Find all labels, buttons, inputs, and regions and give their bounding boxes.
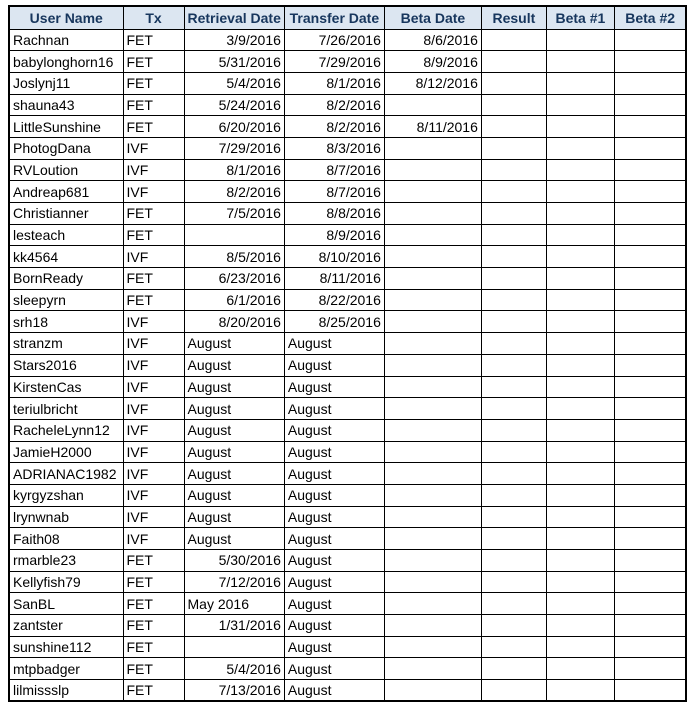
cell-transfer[interactable]: August [284,658,384,680]
cell-beta_date[interactable]: 8/12/2016 [384,72,481,94]
cell-beta2[interactable] [614,181,686,203]
cell-beta1[interactable] [546,658,614,680]
cell-transfer[interactable]: August [284,680,384,702]
cell-beta_date[interactable] [384,506,481,528]
cell-username[interactable]: shauna43 [9,94,123,116]
cell-tx[interactable]: IVF [123,419,184,441]
cell-result[interactable] [481,354,546,376]
cell-username[interactable]: mtpbadger [9,658,123,680]
cell-result[interactable] [481,463,546,485]
cell-username[interactable]: KirstenCas [9,376,123,398]
cell-transfer[interactable]: August [284,463,384,485]
cell-username[interactable]: PhotogDana [9,137,123,159]
cell-retrieval[interactable]: 7/13/2016 [184,680,284,702]
cell-tx[interactable]: IVF [123,398,184,420]
cell-beta2[interactable] [614,658,686,680]
table-row [9,528,686,550]
cell-beta_date[interactable] [384,550,481,572]
cell-username[interactable]: Kellyfish79 [9,571,123,593]
cell-beta_date[interactable] [384,398,481,420]
cell-result[interactable] [481,181,546,203]
column-header-retrieval[interactable]: Retrieval Date [184,6,284,29]
cell-beta2[interactable] [614,615,686,637]
cell-result[interactable] [481,571,546,593]
cell-beta2[interactable] [614,72,686,94]
cell-username[interactable]: kk4564 [9,246,123,268]
cell-username[interactable]: LittleSunshine [9,116,123,138]
cell-tx[interactable]: IVF [123,376,184,398]
cell-tx[interactable]: IVF [123,463,184,485]
cell-beta1[interactable] [546,224,614,246]
table-row [9,51,686,73]
cell-retrieval[interactable]: 5/31/2016 [184,51,284,73]
cell-beta2[interactable] [614,571,686,593]
cell-beta_date[interactable] [384,224,481,246]
table-row [9,289,686,311]
table-row [9,311,686,333]
cell-beta_date[interactable] [384,376,481,398]
cell-result[interactable] [481,159,546,181]
cell-transfer[interactable]: 8/1/2016 [284,72,384,94]
cell-transfer[interactable]: 8/7/2016 [284,181,384,203]
cell-beta2[interactable] [614,94,686,116]
cell-username[interactable]: Stars2016 [9,354,123,376]
column-header-beta1[interactable]: Beta #1 [546,6,614,29]
column-header-beta2[interactable]: Beta #2 [614,6,686,29]
table-row [9,680,686,702]
cell-result[interactable] [481,224,546,246]
cell-retrieval[interactable]: 7/5/2016 [184,203,284,225]
cell-result[interactable] [481,615,546,637]
cell-retrieval[interactable]: 3/9/2016 [184,29,284,51]
cell-beta1[interactable] [546,593,614,615]
cell-beta2[interactable] [614,159,686,181]
cell-retrieval[interactable]: August [184,506,284,528]
cell-tx[interactable]: FET [123,268,184,290]
cell-beta1[interactable] [546,159,614,181]
cell-beta2[interactable] [614,528,686,550]
cell-transfer[interactable]: 8/11/2016 [284,268,384,290]
cell-retrieval[interactable]: 8/2/2016 [184,181,284,203]
cell-retrieval[interactable]: 5/24/2016 [184,94,284,116]
cell-result[interactable] [481,51,546,73]
cell-beta_date[interactable] [384,658,481,680]
table-row [9,463,686,485]
column-header-username[interactable]: User Name [9,6,123,29]
tracker-table [8,5,687,702]
cell-username[interactable]: Joslynj11 [9,72,123,94]
cell-retrieval[interactable]: August [184,376,284,398]
cell-transfer[interactable]: 8/8/2016 [284,203,384,225]
cell-result[interactable] [481,268,546,290]
cell-beta_date[interactable]: 8/6/2016 [384,29,481,51]
cell-retrieval[interactable]: 6/23/2016 [184,268,284,290]
cell-beta2[interactable] [614,680,686,702]
cell-beta2[interactable] [614,593,686,615]
cell-transfer[interactable]: 8/9/2016 [284,224,384,246]
cell-result[interactable] [481,484,546,506]
cell-result[interactable] [481,203,546,225]
cell-result[interactable] [481,680,546,702]
cell-beta_date[interactable]: 8/9/2016 [384,51,481,73]
cell-beta2[interactable] [614,636,686,658]
cell-username[interactable]: Andreap681 [9,181,123,203]
cell-beta2[interactable] [614,289,686,311]
cell-beta_date[interactable] [384,333,481,355]
cell-beta_date[interactable] [384,680,481,702]
cell-retrieval[interactable]: May 2016 [184,593,284,615]
cell-beta_date[interactable] [384,528,481,550]
cell-result[interactable] [481,246,546,268]
cell-tx[interactable]: FET [123,224,184,246]
cell-username[interactable]: sleepyrn [9,289,123,311]
cell-username[interactable]: teriulbricht [9,398,123,420]
cell-beta1[interactable] [546,484,614,506]
cell-beta1[interactable] [546,376,614,398]
cell-retrieval[interactable]: 6/1/2016 [184,289,284,311]
cell-beta2[interactable] [614,550,686,572]
cell-beta1[interactable] [546,528,614,550]
cell-beta_date[interactable] [384,441,481,463]
cell-username[interactable]: srh18 [9,311,123,333]
cell-transfer[interactable]: August [284,441,384,463]
cell-transfer[interactable]: 8/3/2016 [284,137,384,159]
cell-beta1[interactable] [546,333,614,355]
cell-beta2[interactable] [614,224,686,246]
cell-transfer[interactable]: 8/25/2016 [284,311,384,333]
cell-retrieval[interactable]: 7/29/2016 [184,137,284,159]
cell-retrieval[interactable]: 5/4/2016 [184,72,284,94]
cell-beta_date[interactable] [384,159,481,181]
cell-beta1[interactable] [546,550,614,572]
cell-result[interactable] [481,289,546,311]
column-header-beta_date[interactable]: Beta Date [384,6,481,29]
cell-username[interactable]: sunshine112 [9,636,123,658]
cell-beta2[interactable] [614,441,686,463]
cell-beta1[interactable] [546,72,614,94]
cell-result[interactable] [481,593,546,615]
cell-transfer[interactable]: August [284,550,384,572]
cell-beta1[interactable] [546,268,614,290]
cell-beta1[interactable] [546,419,614,441]
cell-beta1[interactable] [546,203,614,225]
header-row [9,6,686,29]
cell-result[interactable] [481,550,546,572]
cell-transfer[interactable]: 8/2/2016 [284,94,384,116]
cell-transfer[interactable]: 8/10/2016 [284,246,384,268]
table-row [9,615,686,637]
cell-tx[interactable]: FET [123,615,184,637]
cell-beta_date[interactable] [384,137,481,159]
cell-result[interactable] [481,29,546,51]
cell-username[interactable]: kyrgyzshan [9,484,123,506]
cell-tx[interactable]: IVF [123,137,184,159]
cell-beta1[interactable] [546,94,614,116]
cell-beta2[interactable] [614,137,686,159]
cell-beta1[interactable] [546,311,614,333]
cell-username[interactable]: Christianner [9,203,123,225]
table-row [9,181,686,203]
cell-username[interactable]: RVLoution [9,159,123,181]
cell-transfer[interactable]: August [284,333,384,355]
cell-retrieval[interactable]: August [184,419,284,441]
cell-tx[interactable]: FET [123,550,184,572]
cell-retrieval[interactable]: 8/20/2016 [184,311,284,333]
table-row [9,441,686,463]
cell-tx[interactable]: FET [123,680,184,702]
cell-beta2[interactable] [614,311,686,333]
cell-tx[interactable]: FET [123,29,184,51]
cell-beta_date[interactable]: 8/11/2016 [384,116,481,138]
cell-beta1[interactable] [546,636,614,658]
table-row [9,72,686,94]
cell-tx[interactable]: IVF [123,333,184,355]
cell-username[interactable]: Faith08 [9,528,123,550]
cell-retrieval[interactable]: 5/4/2016 [184,658,284,680]
cell-beta_date[interactable] [384,181,481,203]
cell-transfer[interactable]: August [284,398,384,420]
cell-result[interactable] [481,528,546,550]
cell-retrieval[interactable]: 8/1/2016 [184,159,284,181]
table-row [9,116,686,138]
cell-tx[interactable]: FET [123,51,184,73]
cell-tx[interactable]: IVF [123,528,184,550]
cell-result[interactable] [481,94,546,116]
cell-retrieval[interactable]: 8/5/2016 [184,246,284,268]
cell-retrieval[interactable]: August [184,463,284,485]
cell-beta1[interactable] [546,137,614,159]
cell-beta_date[interactable] [384,419,481,441]
cell-tx[interactable]: FET [123,593,184,615]
cell-beta_date[interactable] [384,484,481,506]
table-row [9,224,686,246]
cell-tx[interactable]: FET [123,116,184,138]
cell-tx[interactable]: FET [123,571,184,593]
cell-result[interactable] [481,506,546,528]
cell-transfer[interactable]: August [284,506,384,528]
cell-tx[interactable]: IVF [123,246,184,268]
cell-beta1[interactable] [546,29,614,51]
cell-tx[interactable]: FET [123,636,184,658]
table-header [9,6,686,29]
cell-transfer[interactable]: August [284,615,384,637]
cell-result[interactable] [481,398,546,420]
cell-beta2[interactable] [614,203,686,225]
cell-result[interactable] [481,636,546,658]
cell-beta2[interactable] [614,419,686,441]
cell-tx[interactable]: FET [123,72,184,94]
cell-transfer[interactable]: August [284,571,384,593]
cell-tx[interactable]: IVF [123,484,184,506]
cell-beta1[interactable] [546,246,614,268]
table-row [9,137,686,159]
cell-tx[interactable]: IVF [123,506,184,528]
cell-beta1[interactable] [546,463,614,485]
cell-tx[interactable]: FET [123,658,184,680]
column-header-result[interactable]: Result [481,6,546,29]
cell-beta_date[interactable] [384,593,481,615]
cell-beta2[interactable] [614,116,686,138]
cell-username[interactable]: SanBL [9,593,123,615]
cell-beta_date[interactable] [384,463,481,485]
cell-tx[interactable]: IVF [123,181,184,203]
cell-username[interactable]: lilmissslp [9,680,123,702]
cell-transfer[interactable]: August [284,484,384,506]
cell-beta1[interactable] [546,116,614,138]
cell-result[interactable] [481,658,546,680]
table-row [9,333,686,355]
table-body [9,29,686,701]
spreadsheet [8,5,687,702]
cell-retrieval[interactable]: August [184,441,284,463]
cell-username[interactable]: zantster [9,615,123,637]
table-row [9,246,686,268]
cell-retrieval[interactable]: August [184,484,284,506]
cell-tx[interactable]: FET [123,94,184,116]
table-row [9,354,686,376]
table-row [9,94,686,116]
cell-beta1[interactable] [546,615,614,637]
cell-beta1[interactable] [546,289,614,311]
cell-retrieval[interactable]: August [184,528,284,550]
cell-retrieval[interactable]: August [184,398,284,420]
cell-transfer[interactable]: August [284,528,384,550]
cell-result[interactable] [481,441,546,463]
table-row [9,203,686,225]
cell-beta2[interactable] [614,376,686,398]
cell-username[interactable]: JamieH2000 [9,441,123,463]
table-row [9,419,686,441]
cell-beta2[interactable] [614,463,686,485]
cell-beta1[interactable] [546,441,614,463]
cell-transfer[interactable]: 7/29/2016 [284,51,384,73]
cell-beta1[interactable] [546,680,614,702]
cell-beta2[interactable] [614,506,686,528]
cell-beta2[interactable] [614,51,686,73]
cell-tx[interactable]: FET [123,203,184,225]
cell-beta_date[interactable] [384,571,481,593]
cell-result[interactable] [481,72,546,94]
cell-beta2[interactable] [614,246,686,268]
cell-tx[interactable]: IVF [123,354,184,376]
table-row [9,376,686,398]
cell-transfer[interactable]: 8/2/2016 [284,116,384,138]
cell-transfer[interactable]: August [284,419,384,441]
cell-retrieval[interactable]: 7/12/2016 [184,571,284,593]
cell-beta_date[interactable] [384,354,481,376]
cell-transfer[interactable]: August [284,354,384,376]
cell-beta_date[interactable] [384,615,481,637]
cell-retrieval[interactable] [184,224,284,246]
table-row [9,506,686,528]
cell-beta1[interactable] [546,398,614,420]
cell-username[interactable]: stranzm [9,333,123,355]
cell-beta_date[interactable] [384,94,481,116]
table-row [9,593,686,615]
table-row [9,658,686,680]
cell-username[interactable]: babylonghorn16 [9,51,123,73]
cell-result[interactable] [481,419,546,441]
cell-beta_date[interactable] [384,311,481,333]
table-row [9,29,686,51]
cell-beta_date[interactable] [384,636,481,658]
cell-beta1[interactable] [546,354,614,376]
cell-transfer[interactable]: August [284,636,384,658]
cell-transfer[interactable]: 7/26/2016 [284,29,384,51]
table-row [9,398,686,420]
cell-tx[interactable]: IVF [123,441,184,463]
cell-tx[interactable]: FET [123,289,184,311]
cell-beta2[interactable] [614,333,686,355]
cell-username[interactable]: BornReady [9,268,123,290]
cell-beta2[interactable] [614,29,686,51]
cell-beta_date[interactable] [384,289,481,311]
cell-beta1[interactable] [546,51,614,73]
cell-username[interactable]: lesteach [9,224,123,246]
table-row [9,484,686,506]
cell-beta_date[interactable] [384,203,481,225]
column-header-transfer[interactable]: Transfer Date [284,6,384,29]
cell-username[interactable]: ADRIANAC1982 [9,463,123,485]
cell-retrieval[interactable]: 1/31/2016 [184,615,284,637]
cell-beta2[interactable] [614,398,686,420]
cell-username[interactable]: rmarble23 [9,550,123,572]
column-header-tx[interactable]: Tx [123,6,184,29]
cell-result[interactable] [481,333,546,355]
cell-beta1[interactable] [546,506,614,528]
cell-transfer[interactable]: 8/7/2016 [284,159,384,181]
cell-transfer[interactable]: August [284,376,384,398]
cell-transfer[interactable]: August [284,593,384,615]
cell-beta_date[interactable] [384,246,481,268]
cell-username[interactable]: lrynwnab [9,506,123,528]
cell-result[interactable] [481,137,546,159]
cell-beta2[interactable] [614,268,686,290]
cell-retrieval[interactable]: 6/20/2016 [184,116,284,138]
table-row [9,268,686,290]
cell-tx[interactable]: IVF [123,159,184,181]
cell-result[interactable] [481,116,546,138]
cell-beta2[interactable] [614,354,686,376]
cell-username[interactable]: Rachnan [9,29,123,51]
table-row [9,159,686,181]
cell-beta_date[interactable] [384,268,481,290]
cell-retrieval[interactable]: August [184,354,284,376]
cell-result[interactable] [481,311,546,333]
cell-beta1[interactable] [546,181,614,203]
table-row [9,636,686,658]
table-row [9,550,686,572]
cell-beta2[interactable] [614,484,686,506]
cell-retrieval[interactable] [184,636,284,658]
table-row [9,571,686,593]
cell-tx[interactable]: IVF [123,311,184,333]
cell-transfer[interactable]: 8/22/2016 [284,289,384,311]
cell-retrieval[interactable]: 5/30/2016 [184,550,284,572]
cell-result[interactable] [481,376,546,398]
cell-retrieval[interactable]: August [184,333,284,355]
cell-beta1[interactable] [546,571,614,593]
cell-username[interactable]: RacheleLynn12 [9,419,123,441]
